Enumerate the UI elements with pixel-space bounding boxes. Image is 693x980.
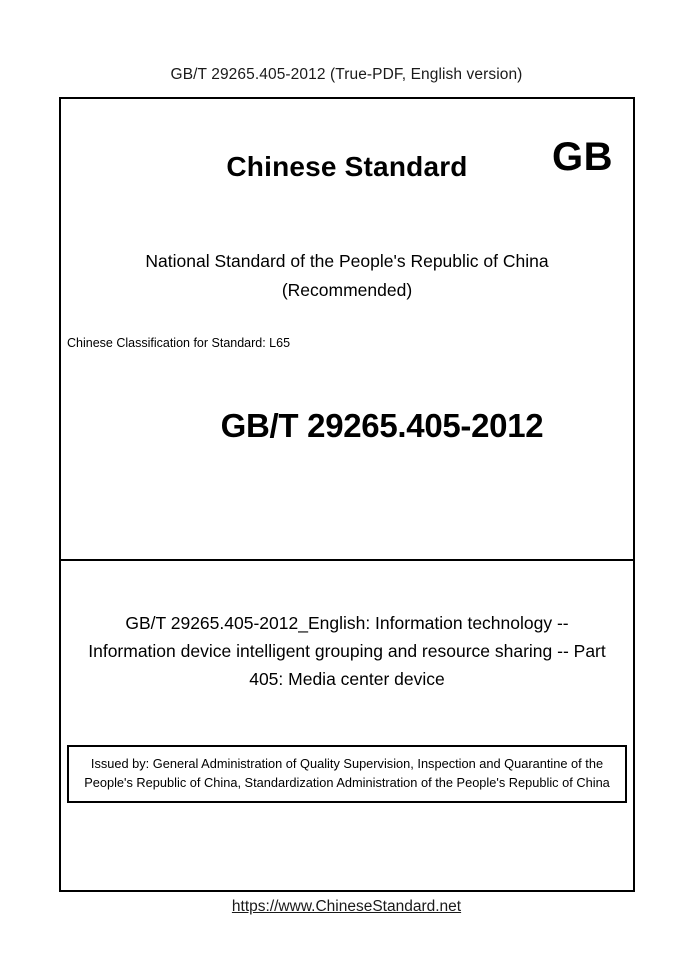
document-header-title: GB/T 29265.405-2012 (True-PDF, English version) [170, 66, 523, 83]
gb-logo-mark: GB [552, 135, 613, 179]
cover-subtitle [61, 247, 633, 305]
footer-url-link[interactable]: https://www.ChineseStandard.net [231, 898, 462, 915]
cover-middle-section [61, 561, 633, 809]
cover-frame [59, 97, 635, 892]
cover-subtitle-line-2: (Recommended) [281, 280, 413, 300]
issued-by-text: Issued by: General Administration of Quality Supervision, Inspection and Quarantine of the People's Republic of China, Standardization Administration of the People's Republic of China [67, 745, 627, 803]
standard-number: GB/T 29265.405-2012 [220, 407, 544, 444]
classification-text: Chinese Classification for Standard: L65 [67, 336, 291, 350]
cover-upper-section [61, 99, 633, 561]
cover-title: Chinese Standard [226, 151, 468, 182]
english-title-text: GB/T 29265.405-2012_English: Information technology -- Information device intelligent grouping and resource sharing -- Part 405: Media center device [88, 613, 606, 689]
cover-subtitle-line-1: National Standard of the People's Republic of China [145, 251, 549, 271]
